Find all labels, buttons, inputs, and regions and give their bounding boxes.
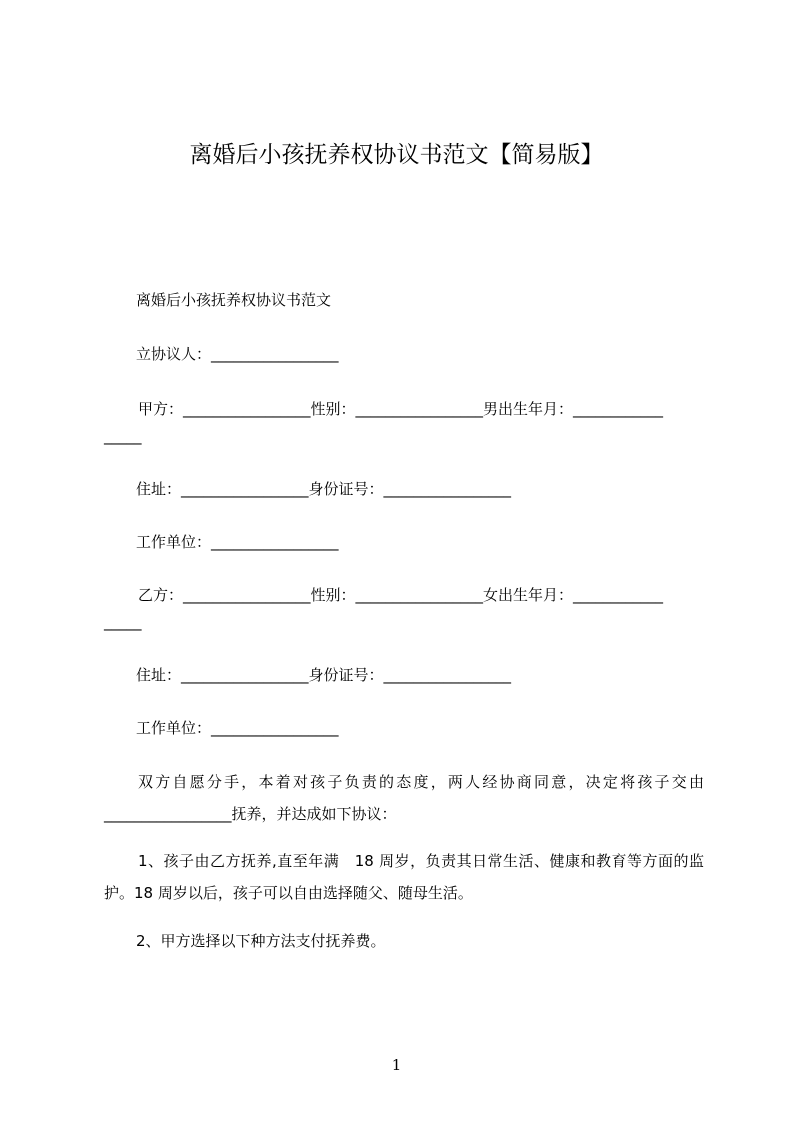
party-a-line-1-continued: _____	[104, 427, 142, 445]
party-b-line-1-continued: _____	[104, 613, 142, 631]
clause-2-paragraph: 2、甲方选择以下种方法支付抚养费。	[136, 932, 386, 950]
party-a-address-id-line: 住址：_________________身份证号：_________________	[136, 480, 512, 498]
agreement-party-line: 立协议人：_________________	[136, 345, 339, 363]
party-a-line-1: 甲方：_________________性别：_________________男出生年月：____________	[138, 400, 664, 418]
party-a-workplace-line: 工作单位：_________________	[136, 533, 339, 551]
party-b-address-id-line: 住址：_________________身份证号：_________________	[136, 666, 512, 684]
party-b-workplace-line: 工作单位：_________________	[136, 719, 339, 737]
document-title: 离婚后小孩抚养权协议书范文【简易版】	[189, 142, 604, 168]
section-heading: 离婚后小孩抚养权协议书范文	[136, 291, 332, 309]
page-number: 1	[391, 1056, 402, 1074]
clause-1-paragraph: 1、孩子由乙方抚养,直至年满 18 周岁，负责其日常生活、健康和教育等方面的监护。18 周岁以后，孩子可以自由选择随父、随母生活。	[104, 852, 704, 902]
intro-paragraph: 双方自愿分手，本着对孩子负责的态度，两人经协商同意，决定将孩子交由_________________抚养，并达成如下协议：	[104, 773, 704, 823]
party-b-line-1: 乙方：_________________性别：_________________女出生年月：____________	[138, 586, 664, 604]
